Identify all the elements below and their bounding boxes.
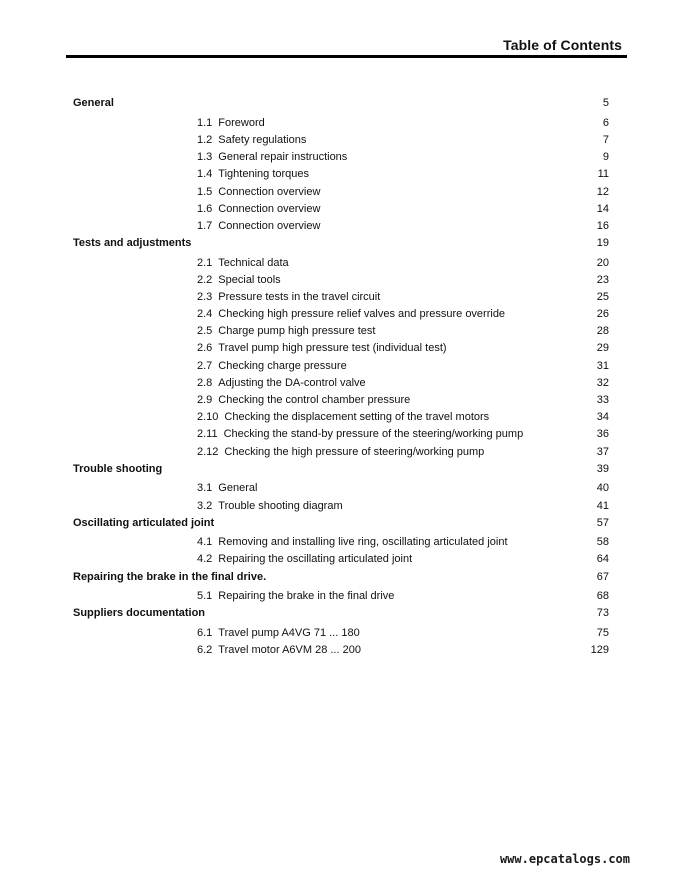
toc-subsection-entry[interactable] — [0, 392, 680, 408]
toc-entry-label — [197, 444, 484, 460]
toc-subsection-entry[interactable] — [0, 409, 680, 425]
toc-entry-number: 1.7 — [197, 220, 213, 232]
toc-entry-number: 6.1 — [197, 627, 213, 639]
toc-entry-number: 1.3 — [197, 151, 213, 163]
toc-entry-title: Travel pump A4VG 71 ... 180 — [218, 627, 360, 639]
toc-entry-page-number: 36 — [596, 428, 609, 440]
toc-entry-title: Charge pump high pressure test — [218, 325, 376, 337]
footer-watermark-url: www.epcatalogs.com — [499, 852, 630, 866]
toc-section-entry[interactable] — [0, 95, 680, 111]
toc-entry-label — [197, 588, 394, 604]
toc-entry-number: 1.5 — [197, 186, 213, 198]
toc-entry-title: Pressure tests in the travel circuit — [218, 291, 381, 303]
toc-entry-number: 3.1 — [197, 482, 213, 494]
toc-entry-page-number: 31 — [596, 360, 609, 372]
toc-entry-label — [73, 515, 214, 531]
toc-section-entry[interactable] — [0, 235, 680, 251]
toc-entry-label — [197, 358, 347, 374]
toc-entry-title: Adjusting the DA-control valve — [218, 377, 366, 389]
toc-entry-title: Repairing the oscillating articulated joint — [218, 553, 413, 565]
toc-entry-page-number: 28 — [596, 325, 609, 337]
toc-entry-page-number: 33 — [596, 394, 609, 406]
toc-entry-title: Special tools — [218, 274, 281, 286]
toc-subsection-entry[interactable] — [0, 201, 680, 217]
page-title: Table of Contents — [503, 37, 622, 53]
toc-subsection-entry[interactable] — [0, 149, 680, 165]
toc-subsection-entry[interactable] — [0, 218, 680, 234]
toc-entry-page-number: 57 — [596, 517, 609, 529]
toc-section-entry[interactable] — [0, 461, 680, 477]
toc-entry-number: 2.7 — [197, 360, 213, 372]
toc-entry-label — [197, 426, 523, 442]
toc-entry-label — [197, 375, 366, 391]
toc-entry-label — [197, 115, 265, 131]
toc-entry-label — [73, 95, 114, 111]
toc-entry-page-number: 23 — [596, 274, 609, 286]
toc-entry-label — [197, 218, 320, 234]
toc-entry-number: 2.10 — [197, 411, 219, 423]
toc-entry-label — [197, 166, 309, 182]
toc-entry-label — [197, 480, 257, 496]
toc-entry-page-number: 58 — [596, 536, 609, 548]
toc-entry-page-number: 19 — [596, 237, 609, 249]
toc-entry-label — [73, 461, 162, 477]
toc-entry-number: 2.6 — [197, 342, 213, 354]
toc-subsection-entry[interactable] — [0, 340, 680, 356]
toc-entry-number: 4.2 — [197, 553, 213, 565]
toc-entry-page-number: 12 — [596, 186, 609, 198]
toc-entry-label — [197, 409, 489, 425]
toc-entry-title: Connection overview — [218, 220, 321, 232]
toc-subsection-entry[interactable] — [0, 166, 680, 182]
toc-entry-title: Trouble shooting diagram — [218, 500, 343, 512]
toc-entry-title: General — [73, 97, 114, 109]
toc-entry-title: Checking the displacement setting of the travel motors — [224, 411, 490, 423]
toc-entry-page-number: 5 — [602, 97, 609, 109]
toc-entry-title: Checking charge pressure — [218, 360, 347, 372]
toc-entry-label — [197, 551, 412, 567]
toc-entry-number: 2.9 — [197, 394, 213, 406]
toc-subsection-entry[interactable] — [0, 115, 680, 131]
toc-subsection-entry[interactable] — [0, 444, 680, 460]
toc-entry-title: Suppliers documentation — [73, 607, 206, 619]
toc-entry-page-number: 67 — [596, 571, 609, 583]
toc-subsection-entry[interactable] — [0, 132, 680, 148]
toc-entry-title: Technical data — [218, 257, 289, 269]
toc-subsection-entry[interactable] — [0, 272, 680, 288]
toc-entry-number: 2.4 — [197, 308, 213, 320]
toc-entry-label — [197, 392, 410, 408]
toc-subsection-entry[interactable] — [0, 588, 680, 604]
toc-entry-title: Checking the high pressure of steering/working pump — [224, 446, 485, 458]
toc-entry-page-number: 64 — [596, 553, 609, 565]
toc-entry-title: Travel motor A6VM 28 ... 200 — [218, 644, 361, 656]
toc-entry-page-number: 73 — [596, 607, 609, 619]
toc-entry-title: Removing and installing live ring, oscillating articulated joint — [218, 536, 508, 548]
toc-entry-page-number: 20 — [596, 257, 609, 269]
toc-entry-number: 4.1 — [197, 536, 213, 548]
toc-subsection-entry[interactable] — [0, 358, 680, 374]
toc-subsection-entry[interactable] — [0, 480, 680, 496]
toc-entry-page-number: 9 — [602, 151, 609, 163]
toc-entry-number: 2.5 — [197, 325, 213, 337]
toc-entry-title: Repairing the brake in the final drive — [218, 590, 395, 602]
header-divider — [66, 55, 627, 58]
toc-entry-number: 1.6 — [197, 203, 213, 215]
toc-entry-page-number: 39 — [596, 463, 609, 475]
toc-entry-page-number: 68 — [596, 590, 609, 602]
toc-entry-title: Checking the control chamber pressure — [218, 394, 411, 406]
toc-entry-page-number: 40 — [596, 482, 609, 494]
toc-entry-label — [197, 306, 505, 322]
toc-subsection-entry[interactable] — [0, 375, 680, 391]
toc-entry-title: Travel pump high pressure test (individual test) — [218, 342, 447, 354]
toc-entry-number: 5.1 — [197, 590, 213, 602]
toc-entry-number: 2.8 — [197, 377, 213, 389]
toc-subsection-entry[interactable] — [0, 426, 680, 442]
toc-entry-number: 3.2 — [197, 500, 213, 512]
toc-entry-page-number: 29 — [596, 342, 609, 354]
toc-entry-label — [197, 289, 380, 305]
toc-entry-number: 2.2 — [197, 274, 213, 286]
toc-entry-page-number: 37 — [596, 446, 609, 458]
toc-entry-label — [197, 201, 320, 217]
toc-entry-title: General repair instructions — [218, 151, 348, 163]
toc-entry-title: Tightening torques — [218, 168, 310, 180]
toc-entry-title: Safety regulations — [218, 134, 307, 146]
toc-entry-title: Repairing the brake in the final drive. — [73, 571, 267, 583]
toc-entry-label — [197, 255, 289, 271]
toc-entry-page-number: 14 — [596, 203, 609, 215]
toc-entry-page-number: 129 — [590, 644, 609, 656]
toc-entry-label — [197, 272, 281, 288]
toc-subsection-entry[interactable] — [0, 306, 680, 322]
toc-entry-label — [197, 625, 360, 641]
toc-entry-number: 2.11 — [197, 428, 218, 440]
toc-entry-page-number: 11 — [597, 168, 609, 180]
toc-entry-number: 2.1 — [197, 257, 213, 269]
toc-subsection-entry[interactable] — [0, 642, 680, 658]
toc-entry-label — [197, 184, 320, 200]
toc-entry-page-number: 6 — [602, 117, 609, 129]
toc-subsection-entry[interactable] — [0, 184, 680, 200]
toc-subsection-entry[interactable] — [0, 289, 680, 305]
toc-entry-label — [197, 149, 347, 165]
toc-entry-label — [197, 642, 361, 658]
toc-entry-number: 6.2 — [197, 644, 213, 656]
toc-entry-title: Connection overview — [218, 186, 321, 198]
toc-entry-page-number: 75 — [596, 627, 609, 639]
toc-section-entry[interactable] — [0, 569, 680, 585]
toc-entry-label — [197, 132, 306, 148]
toc-entry-number: 1.1 — [197, 117, 213, 129]
toc-entry-label — [197, 323, 375, 339]
toc-entry-number: 1.4 — [197, 168, 213, 180]
toc-entry-label — [73, 569, 266, 585]
toc-entry-label — [197, 340, 447, 356]
toc-entry-page-number: 26 — [596, 308, 609, 320]
toc-subsection-entry[interactable] — [0, 625, 680, 641]
toc-entry-title: Tests and adjustments — [73, 237, 192, 249]
toc-entry-page-number: 16 — [596, 220, 609, 232]
toc-entry-number: 1.2 — [197, 134, 213, 146]
toc-entry-page-number: 34 — [596, 411, 609, 423]
toc-subsection-entry[interactable] — [0, 323, 680, 339]
toc-entry-title: Foreword — [218, 117, 265, 129]
toc-entry-label — [73, 235, 191, 251]
toc-entry-number: 2.3 — [197, 291, 213, 303]
toc-entry-page-number: 41 — [596, 500, 609, 512]
toc-entry-page-number: 7 — [602, 134, 609, 146]
toc-entry-title: Checking the stand-by pressure of the steering/working pump — [223, 428, 524, 440]
toc-subsection-entry[interactable] — [0, 255, 680, 271]
toc-entry-title: General — [218, 482, 258, 494]
toc-subsection-entry[interactable] — [0, 498, 680, 514]
toc-entry-label — [197, 534, 508, 550]
toc-section-entry[interactable] — [0, 605, 680, 621]
toc-entry-title: Trouble shooting — [73, 463, 163, 475]
toc-entry-title: Oscillating articulated joint — [73, 517, 215, 529]
toc-entry-title: Connection overview — [218, 203, 321, 215]
toc-entry-label — [197, 498, 343, 514]
toc-entry-title: Checking high pressure relief valves and pressure override — [218, 308, 506, 320]
toc-section-entry[interactable] — [0, 515, 680, 531]
toc-entry-number: 2.12 — [197, 446, 219, 458]
toc-entry-label — [73, 605, 205, 621]
toc-subsection-entry[interactable] — [0, 551, 680, 567]
toc-entry-page-number: 32 — [596, 377, 609, 389]
toc-subsection-entry[interactable] — [0, 534, 680, 550]
toc-entry-page-number: 25 — [596, 291, 609, 303]
